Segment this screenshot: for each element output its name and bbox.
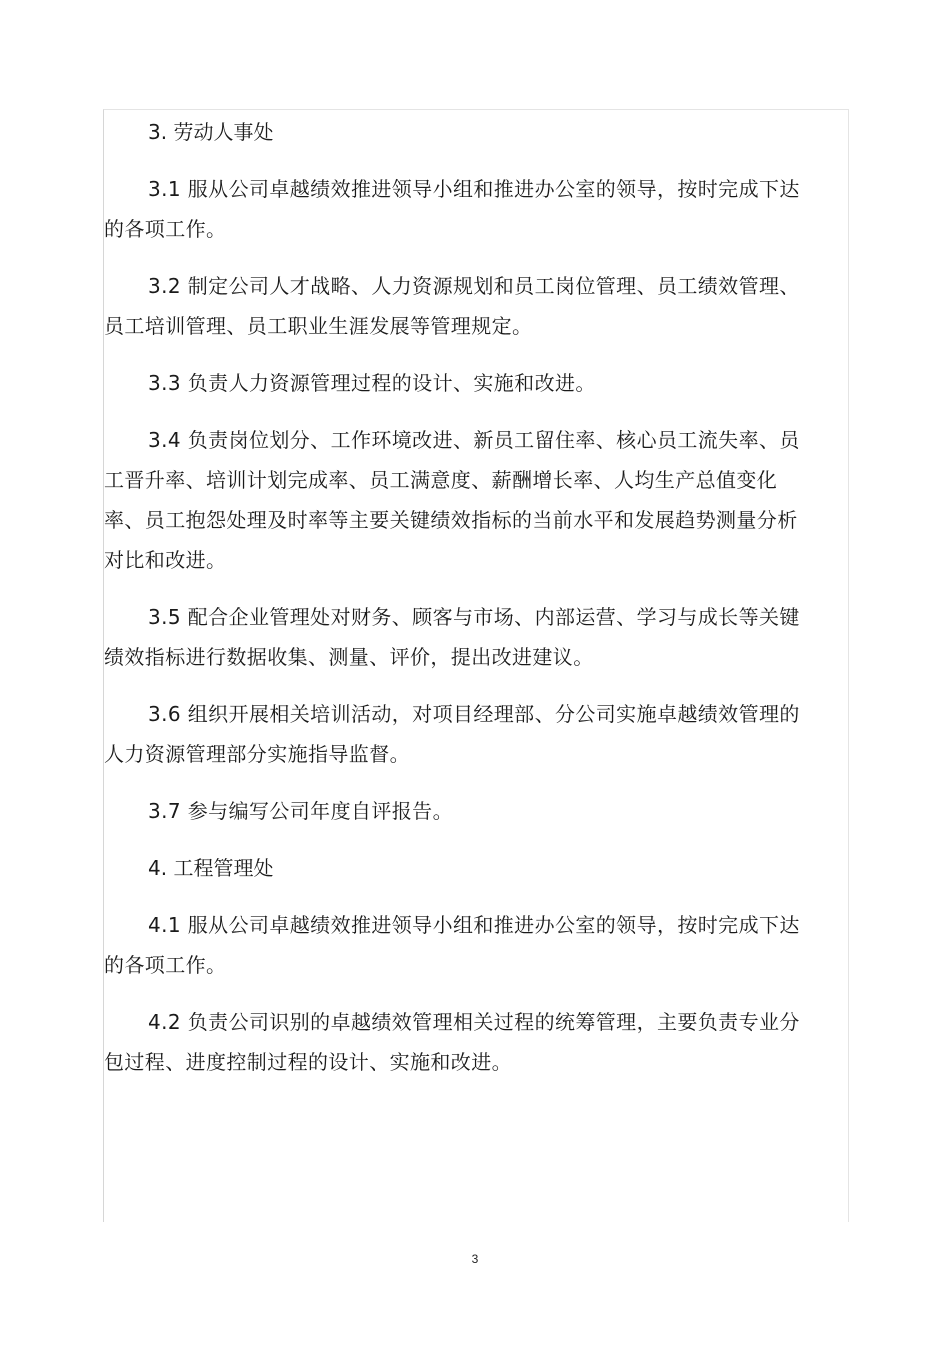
clause-3-2: 3.2 制定公司人才战略、人力资源规划和员工岗位管理、员工绩效管理、员工培训管理、员工职业生涯发展等管理规定。 — [104, 274, 800, 338]
page-number: 3 — [471, 1252, 479, 1266]
clause-3-3: 3.3 负责人力资源管理过程的设计、实施和改进。 — [148, 371, 596, 395]
document-body — [104, 112, 804, 1082]
clause-3-7: 3.7 参与编写公司年度自评报告。 — [148, 799, 453, 823]
clause-3-4: 3.4 负责岗位划分、工作环境改进、新员工留住率、核心员工流失率、员工晋升率、培训计划完成率、员工满意度、薪酬增长率、人均生产总值变化率、员工抱怨处理及时率等主要关键绩效指标的当前水平和发展趋势测量分析对比和改进。 — [104, 428, 800, 572]
clause-4-1: 4.1 服从公司卓越绩效推进领导小组和推进办公室的领导，按时完成下达的各项工作。 — [104, 913, 800, 977]
section-heading-4: 4. 工程管理处 — [148, 856, 274, 880]
clause-3-6: 3.6 组织开展相关培训活动，对项目经理部、分公司实施卓越绩效管理的人力资源管理部分实施指导监督。 — [104, 702, 800, 766]
clause-3-5: 3.5 配合企业管理处对财务、顾客与市场、内部运营、学习与成长等关键绩效指标进行数据收集、测量、评价，提出改进建议。 — [104, 605, 800, 669]
section-heading-3: 3. 劳动人事处 — [148, 120, 274, 144]
clause-4-2: 4.2 负责公司识别的卓越绩效管理相关过程的统筹管理，主要负责专业分包过程、进度控制过程的设计、实施和改进。 — [104, 1010, 800, 1074]
clause-3-1: 3.1 服从公司卓越绩效推进领导小组和推进办公室的领导，按时完成下达的各项工作。 — [104, 177, 800, 241]
